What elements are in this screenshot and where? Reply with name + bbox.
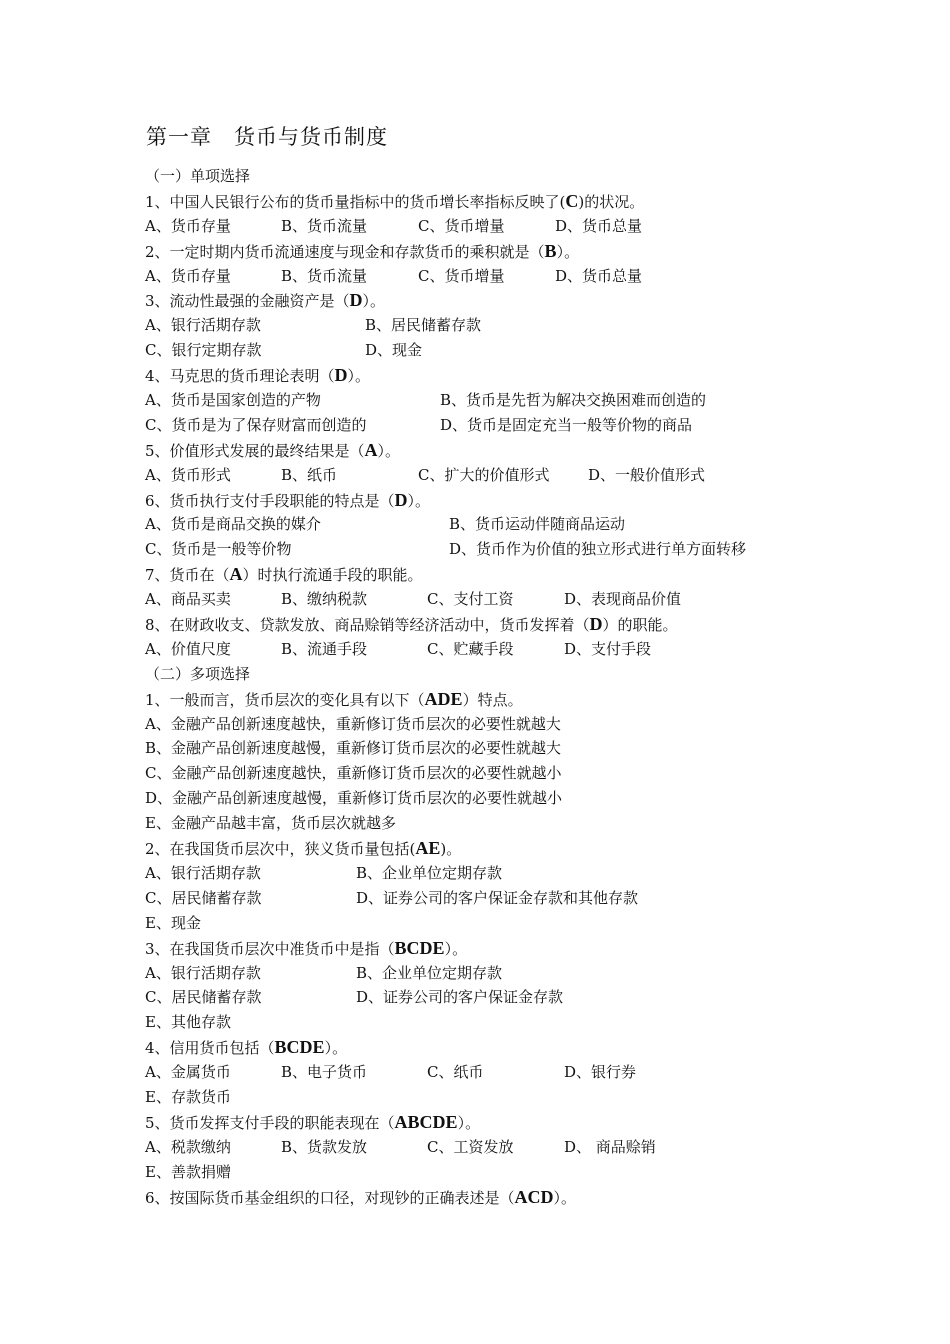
question-stem: 7、货币在（A）时执行流通手段的职能。 [145, 564, 423, 585]
question-stem: 6、货币执行支付手段职能的特点是（D）。 [145, 489, 431, 510]
option: D、货币总量 [555, 216, 643, 235]
option-row [145, 463, 925, 488]
option-row [145, 413, 925, 438]
option-row [145, 1085, 925, 1110]
option-row [145, 1060, 925, 1085]
answer: A [364, 439, 378, 460]
option: A、货币形式 [145, 465, 231, 484]
answer: ADE [424, 688, 463, 709]
option: C、货币增量 [418, 216, 505, 235]
question-stem: 2、在我国货币层次中，狭义货币量包括(AE)。 [145, 838, 462, 859]
option: E、存款货币 [145, 1087, 231, 1106]
option: A、银行活期存款 [145, 863, 261, 882]
question-stem: 1、中国人民银行公布的货币量指标中的货币增长率指标反映了(C)的状况。 [145, 190, 645, 211]
option-row [145, 264, 925, 289]
option-row [145, 338, 925, 363]
option: D、证券公司的客户保证金存款和其他存款 [356, 888, 639, 907]
option: C、货币是一般等价物 [145, 540, 292, 559]
option: B、流通手段 [281, 639, 368, 658]
option: B、货币运动伴随商品运动 [449, 515, 626, 534]
option: C、金融产品创新速度越快，重新修订货币层次的必要性就越小 [145, 764, 562, 783]
option: D、证券公司的客户保证金存款 [356, 988, 564, 1007]
option: D、货币是固定充当一般等价物的商品 [440, 415, 693, 434]
option: D、支付手段 [564, 639, 652, 658]
answer: B [544, 240, 557, 261]
question-list [145, 164, 925, 1209]
question-stem: 1、一般而言，货币层次的变化具有以下（ADE）特点。 [145, 688, 523, 709]
option: A、金属货币 [145, 1063, 231, 1082]
option-row [145, 313, 925, 338]
option-row [145, 587, 925, 612]
option: C、银行定期存款 [145, 341, 262, 360]
option: B、企业单位定期存款 [356, 963, 503, 982]
option-row [145, 736, 925, 761]
answer: ACD [514, 1186, 554, 1207]
chapter-number: 第一章 [146, 125, 212, 149]
option: B、货币流量 [281, 266, 368, 285]
option: B、居民储蓄存款 [365, 316, 482, 335]
question-stem: 6、按国际货币基金组织的口径，对现钞的正确表述是（ACD）。 [145, 1186, 577, 1207]
chapter-title [146, 121, 388, 151]
option: C、居民储蓄存款 [145, 888, 262, 907]
option: B、企业单位定期存款 [356, 863, 503, 882]
option-row [145, 214, 925, 239]
answer: AE [415, 838, 441, 859]
answer: C [565, 190, 579, 211]
option: E、现金 [145, 913, 201, 932]
option: E、善款捐赠 [145, 1162, 231, 1181]
option-row [145, 1010, 925, 1035]
option: D、金融产品创新速度越慢，重新修订货币层次的必要性就越小 [145, 789, 563, 808]
option-row [145, 637, 925, 662]
option: B、货币流量 [281, 216, 368, 235]
answer: D [394, 489, 408, 510]
option-row [145, 961, 925, 986]
section-heading-multiple: （二）多项选择 [145, 664, 251, 683]
question-stem: 2、一定时期内货币流通速度与现金和存款货币的乘积就是（B）。 [145, 240, 580, 261]
option: A、货币是国家创造的产物 [145, 391, 321, 410]
option: C、居民储蓄存款 [145, 988, 262, 1007]
option: D、现金 [365, 341, 423, 360]
option: C、工资发放 [427, 1137, 514, 1156]
option: D、表现商品价值 [564, 590, 682, 609]
option: E、其他存款 [145, 1013, 231, 1032]
option-row [145, 1160, 925, 1185]
option: E、金融产品越丰富，货币层次就越多 [145, 814, 396, 833]
option: A、金融产品创新速度越快，重新修订货币层次的必要性就越大 [145, 714, 561, 733]
answer: A [229, 564, 243, 585]
option: A、货币存量 [145, 266, 231, 285]
chapter-name: 货币与货币制度 [234, 125, 388, 149]
option: C、扩大的价值形式 [418, 465, 550, 484]
option: B、货币是先哲为解决交换困难而创造的 [440, 391, 707, 410]
option-row [145, 1135, 925, 1160]
option: C、货币增量 [418, 266, 505, 285]
option: D、银行券 [564, 1063, 637, 1082]
question-stem: 5、货币发挥支付手段的职能表现在（ABCDE）。 [145, 1111, 481, 1132]
option: A、银行活期存款 [145, 316, 261, 335]
option-row [145, 712, 925, 737]
question-stem: 8、在财政收支、贷款发放、商品赊销等经济活动中，货币发挥着（D）的职能。 [145, 614, 678, 635]
option: D、货币作为价值的独立形式进行单方面转移 [449, 540, 747, 559]
option-row [145, 761, 925, 786]
option-row [145, 786, 925, 811]
question-stem: 4、马克思的货币理论表明（D）。 [145, 365, 371, 386]
option: A、银行活期存款 [145, 963, 261, 982]
option-row [145, 512, 925, 537]
option-row [145, 886, 925, 911]
option-row [145, 861, 925, 886]
answer: BCDE [274, 1037, 325, 1058]
answer: D [589, 614, 603, 635]
option: D、一般价值形式 [588, 465, 706, 484]
option: C、贮藏手段 [427, 639, 514, 658]
answer: BCDE [394, 937, 445, 958]
option: C、货币是为了保存财富而创造的 [145, 415, 367, 434]
option: B、纸币 [281, 465, 338, 484]
option: B、金融产品创新速度越慢，重新修订货币层次的必要性就越大 [145, 739, 562, 758]
option: D、 商品赊销 [564, 1137, 656, 1156]
question-stem: 3、在我国货币层次中准货币中是指（BCDE）。 [145, 937, 468, 958]
option: B、电子货币 [281, 1063, 368, 1082]
option: C、支付工资 [427, 590, 514, 609]
question-stem: 3、流动性最强的金融资产是（D）。 [145, 290, 386, 311]
answer: ABCDE [394, 1111, 458, 1132]
question-stem: 5、价值形式发展的最终结果是（A）。 [145, 439, 401, 460]
option: C、纸币 [427, 1063, 484, 1082]
section-heading-single: （一）单项选择 [145, 167, 251, 185]
option: B、货款发放 [281, 1137, 368, 1156]
option-row [145, 985, 925, 1010]
option: D、货币总量 [555, 266, 643, 285]
option: A、商品买卖 [145, 590, 231, 609]
option: B、缴纳税款 [281, 590, 368, 609]
question-stem: 4、信用货币包括（BCDE）。 [145, 1037, 348, 1058]
option: A、货币存量 [145, 216, 231, 235]
answer: D [349, 290, 363, 311]
option-row [145, 911, 925, 936]
answer: D [334, 365, 348, 386]
option: A、税款缴纳 [145, 1137, 231, 1156]
option-row [145, 811, 925, 836]
option-row [145, 388, 925, 413]
option: A、价值尺度 [145, 639, 231, 658]
option-row [145, 537, 925, 562]
option: A、货币是商品交换的媒介 [145, 515, 321, 534]
